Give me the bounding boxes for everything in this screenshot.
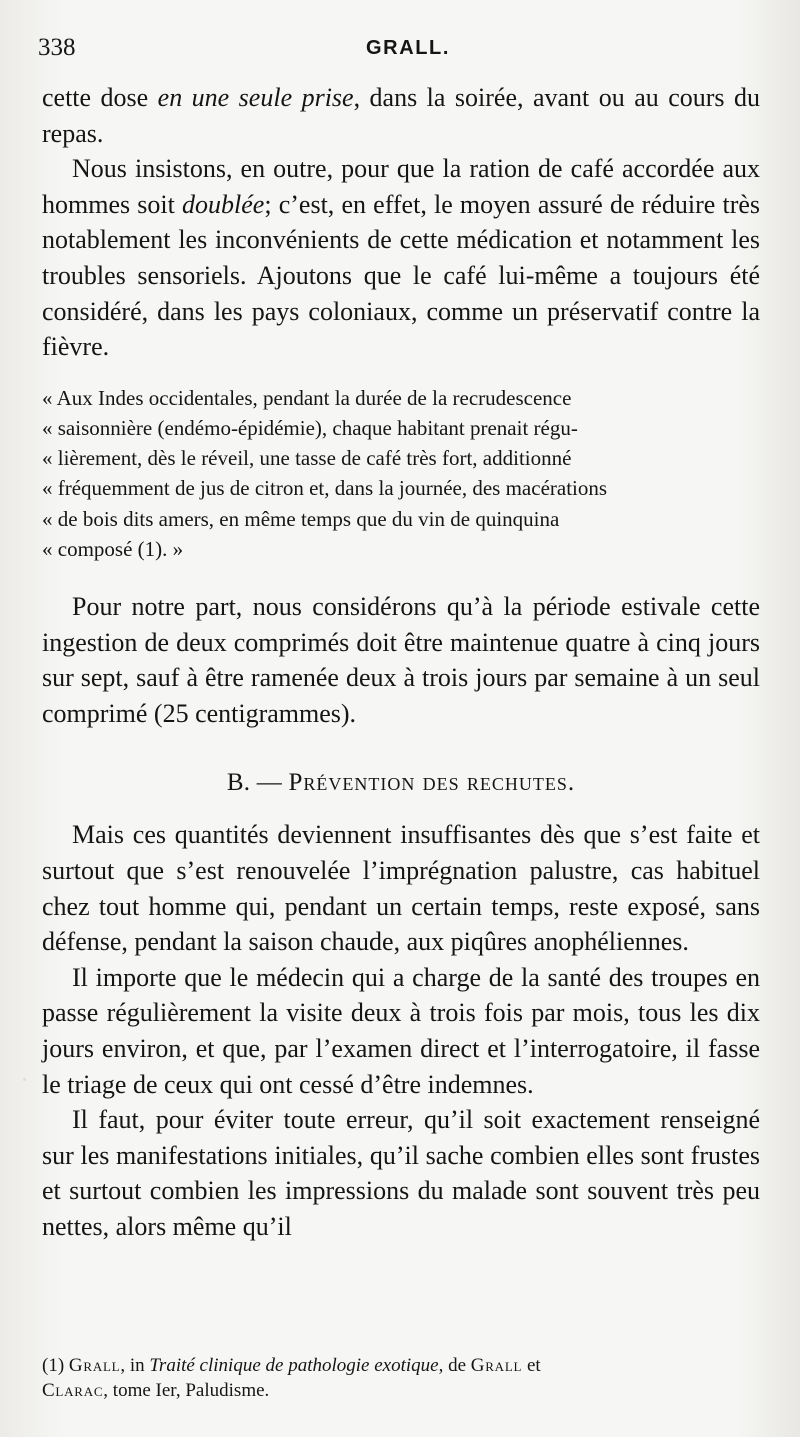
footnote-volume: , tome Ier, Paludisme. <box>103 1380 270 1401</box>
footnote-connector: , de <box>438 1355 471 1376</box>
paragraph-dosage-start: cette dose <box>42 83 158 112</box>
quote-line: « lièrement, dès le réveil, une tasse de café très fort, additionné <box>42 446 572 471</box>
emphasis-single-dose: en une seule prise <box>157 83 354 112</box>
section-prefix: B. — <box>226 769 289 797</box>
quote-line: « saisonnière (endémo-épidémie), chaque habitant prenait régu- <box>42 415 578 440</box>
footnote-connector: , in <box>120 1355 150 1376</box>
paragraph-coffee-end: ; c’est, en effet, le moyen assuré de réduire très notablement les inconvénients de cette médication et notamment les troubles sensoriels. Ajoutons que le café lui-même a toujours été considéré, dans les pays coloniaux, comme un préservatif contre la fièvre. <box>42 189 761 362</box>
paragraph-dosage <box>42 80 760 151</box>
footnote-marker: (1) <box>42 1355 69 1376</box>
quoted-passage <box>42 383 760 564</box>
footnote-author-grall-second: Grall <box>470 1355 523 1376</box>
quote-line: « fréquemment de jus de citron et, dans la journée, des macérations <box>42 476 608 501</box>
footnote-connector: et <box>522 1355 541 1376</box>
quote-line: « de bois dits amers, en même temps que du vin de quinquina <box>42 506 560 531</box>
paragraph-initial-manifestations: Il faut, pour éviter toute erreur, qu’il soit exactement renseigné sur les manifestations initiales, qu’il sache combien elles sont frustes et surtout combien les impressions du malade sont souvent très peu nettes, alors même qu’il <box>42 1105 760 1241</box>
paragraph-coffee <box>42 151 760 365</box>
emphasis-doubled: doublée <box>182 189 265 219</box>
footnote <box>42 1353 760 1403</box>
footnote-line-2 <box>42 1378 760 1403</box>
footnote-book-title: Traité clinique de pathologie exotique <box>149 1355 439 1376</box>
footnote-author-grall: Grall <box>68 1355 121 1376</box>
footnote-author-clarac: Clarac <box>42 1380 104 1401</box>
paragraph-medical-visit: Il importe que le médecin qui a charge de la santé des troupes en passe régulièrement la visite deux à trois fois par mois, tous les dix jours environ, et que, par l’examen direct et l’interrogatoire, il fasse le triage de ceux qui ont cessé d’être indemnes. <box>42 962 760 1099</box>
page-header <box>38 33 758 67</box>
running-head: GRALL. <box>366 37 451 59</box>
main-text <box>42 80 760 1244</box>
section-title: Prévention des rechutes. <box>288 769 576 797</box>
paragraph-coffee-start: Nous insistons, en outre, pour que la ration de café accordée aux hommes soit <box>42 154 760 219</box>
footnote-line-1 <box>42 1353 760 1378</box>
quote-line: « composé (1). » <box>42 536 184 561</box>
paragraph-summer-dose: Pour notre part, nous considérons qu’à la période estivale cette ingestion de deux comprimés doit être maintenue quatre à cinq jours sur sept, sauf à être ramenée deux à trois jours par semaine à un seul comprimé (25 centigrammes). <box>42 591 760 728</box>
paragraph-dosage-end: , dans la soirée, avant ou au cours du repas. <box>42 83 760 148</box>
paragraph-insufficient-quantities: Mais ces quantités deviennent insuffisantes dès que s’est faite et surtout que s’est renouvelée l’imprégnation palustre, cas habituel chez tout homme qui, pendant un certain temps, reste exposé, sans défense, pendant la saison chaude, aux piqûres anophéliennes. <box>42 820 760 957</box>
section-heading <box>42 767 760 799</box>
quote-line: « Aux Indes occidentales, pendant la durée de la recrudescence <box>42 385 572 410</box>
paper-speck <box>23 1078 26 1081</box>
page-number: 338 <box>38 34 76 61</box>
